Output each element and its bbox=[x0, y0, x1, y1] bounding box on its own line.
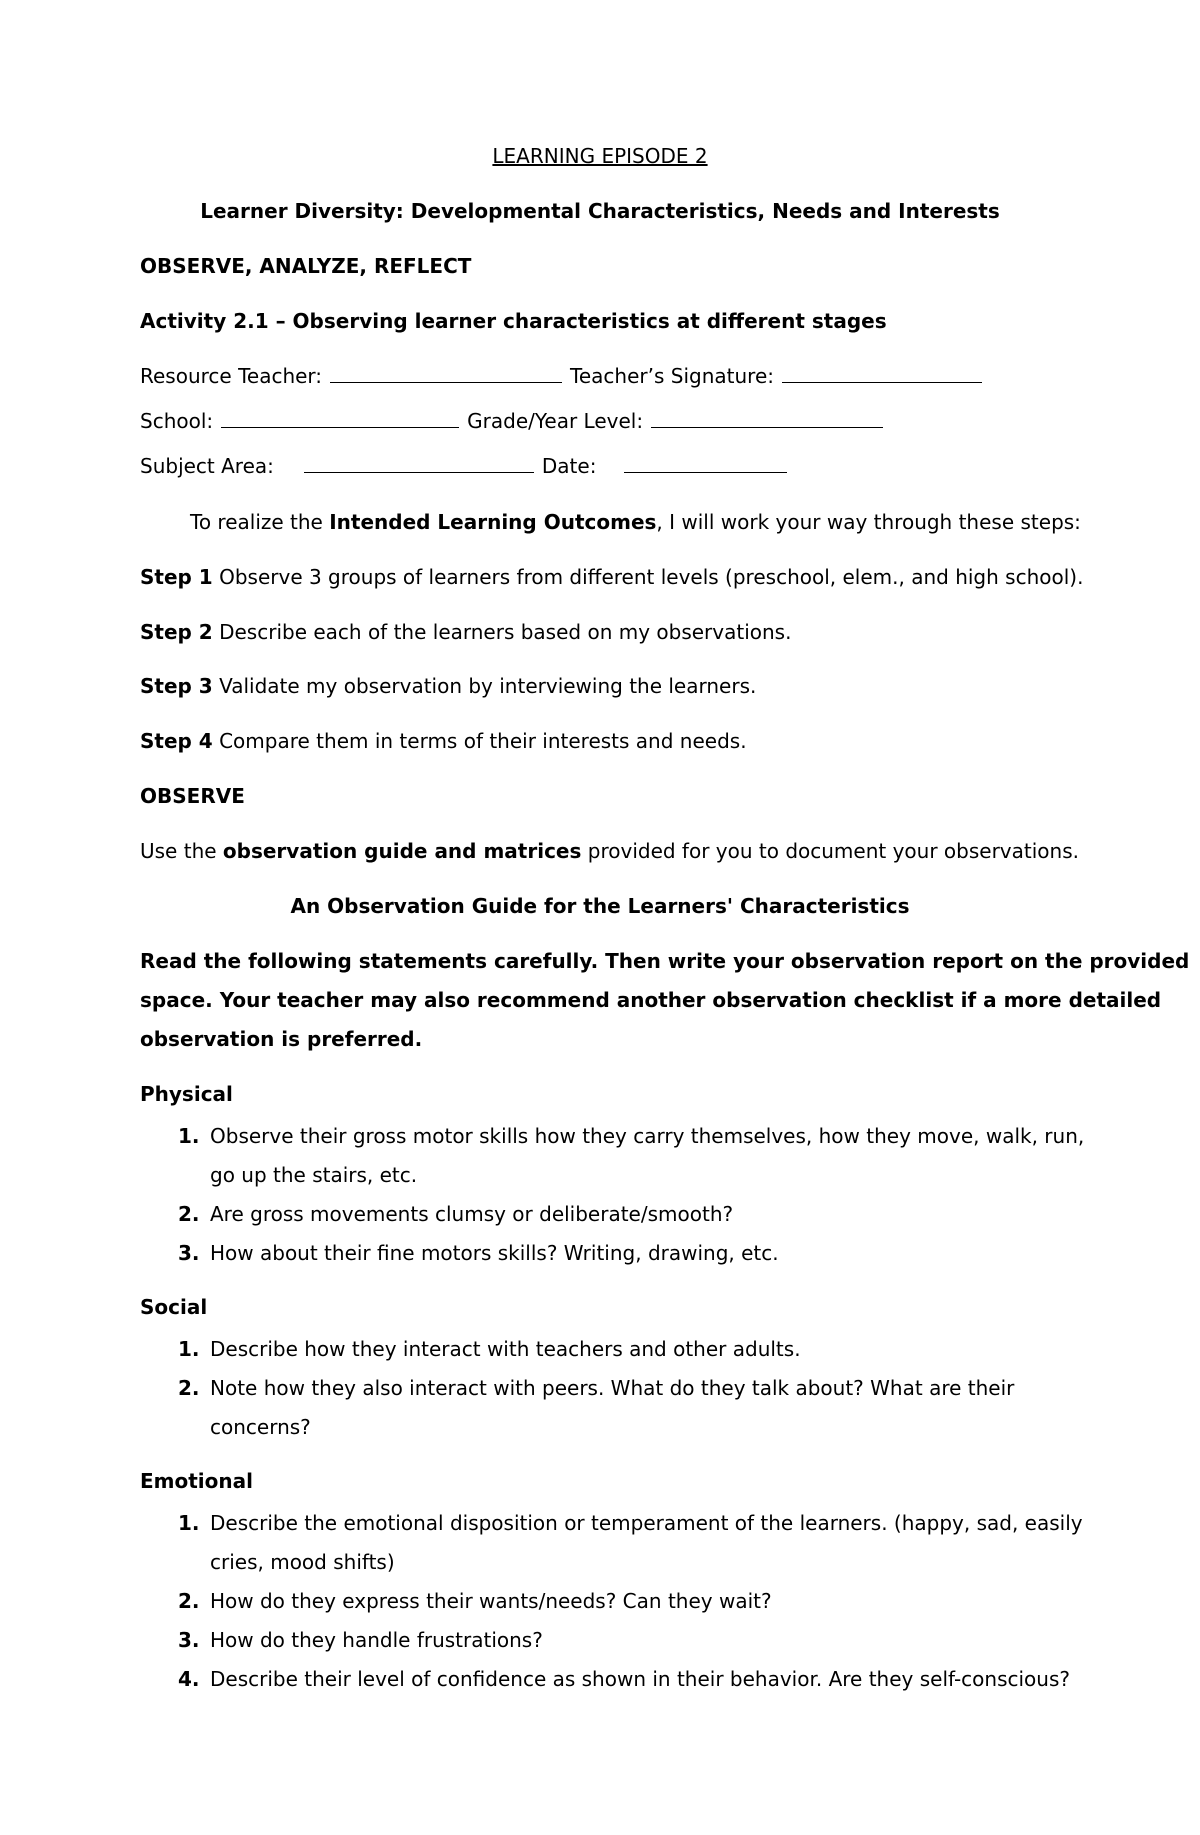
step-1: Step 1 Observe 3 groups of learners from different levels (preschool, elem., and high school). bbox=[140, 565, 1084, 589]
social-heading: Social bbox=[140, 1295, 208, 1319]
social-item-2-cont: concerns? bbox=[210, 1415, 311, 1439]
guide-instructions-line-3: observation is preferred. bbox=[140, 1027, 423, 1051]
step-3: Step 3 Validate my observation by interviewing the learners. bbox=[140, 674, 757, 698]
guide-instructions-line-2: space. Your teacher may also recommend another observation checklist if a more detailed bbox=[140, 988, 1162, 1012]
date-label: Date: bbox=[541, 454, 597, 478]
form-row-2 bbox=[140, 407, 891, 435]
guide-title: An Observation Guide for the Learners' Characteristics bbox=[290, 894, 910, 918]
physical-item-3: 3. How about their fine motors skills? Writing, drawing, etc. bbox=[178, 1241, 779, 1265]
intro-paragraph: To realize the Intended Learning Outcomes, I will work your way through these steps: bbox=[190, 510, 1081, 534]
school-line[interactable] bbox=[221, 409, 459, 428]
social-item-2: 2. Note how they also interact with peers. What do they talk about? What are their bbox=[178, 1376, 1015, 1400]
physical-heading: Physical bbox=[140, 1082, 233, 1106]
emotional-item-4: 4. Describe their level of confidence as shown in their behavior. Are they self-conscious? bbox=[178, 1667, 1070, 1691]
form-row-1 bbox=[140, 362, 990, 390]
grade-level-label: Grade/Year Level: bbox=[467, 409, 644, 433]
subject-area-line[interactable] bbox=[304, 454, 534, 473]
date-line[interactable] bbox=[624, 454, 787, 473]
teacher-signature-line[interactable] bbox=[782, 364, 982, 383]
grade-level-line[interactable] bbox=[651, 409, 883, 428]
social-item-1: 1. Describe how they interact with teachers and other adults. bbox=[178, 1337, 801, 1361]
form-row-3 bbox=[140, 452, 795, 480]
resource-teacher-label: Resource Teacher: bbox=[140, 364, 323, 388]
emotional-item-1: 1. Describe the emotional disposition or temperament of the learners. (happy, sad, easily bbox=[178, 1511, 1083, 1535]
episode-subtitle: Learner Diversity: Developmental Characteristics, Needs and Interests bbox=[200, 199, 1000, 223]
teacher-signature-label: Teacher’s Signature: bbox=[570, 364, 774, 388]
intended-learning-outcomes: Intended Learning Outcomes bbox=[329, 510, 657, 534]
emotional-item-1-cont: cries, mood shifts) bbox=[210, 1550, 395, 1574]
subject-area-label: Subject Area: bbox=[140, 454, 274, 478]
physical-item-1: 1. Observe their gross motor skills how they carry themselves, how they move, walk, run, bbox=[178, 1124, 1085, 1148]
section-heading: OBSERVE, ANALYZE, REFLECT bbox=[140, 254, 472, 278]
emotional-item-3: 3. How do they handle frustrations? bbox=[178, 1628, 543, 1652]
episode-title: LEARNING EPISODE 2 bbox=[492, 144, 708, 168]
step-2: Step 2 Describe each of the learners based on my observations. bbox=[140, 620, 792, 644]
guide-instructions-line-1: Read the following statements carefully. Then write your observation report on the provided bbox=[140, 949, 1190, 973]
step-4: Step 4 Compare them in terms of their interests and needs. bbox=[140, 729, 747, 753]
observe-heading: OBSERVE bbox=[140, 784, 245, 808]
physical-item-2: 2. Are gross movements clumsy or deliberate/smooth? bbox=[178, 1202, 734, 1226]
observe-paragraph: Use the observation guide and matrices provided for you to document your observations. bbox=[140, 839, 1079, 863]
emotional-item-2: 2. How do they express their wants/needs? Can they wait? bbox=[178, 1589, 772, 1613]
emotional-heading: Emotional bbox=[140, 1469, 253, 1493]
observation-guide-emphasis: observation guide and matrices bbox=[222, 839, 582, 863]
resource-teacher-line[interactable] bbox=[330, 364, 562, 383]
physical-item-1-cont: go up the stairs, etc. bbox=[210, 1163, 418, 1187]
activity-heading: Activity 2.1 – Observing learner characteristics at different stages bbox=[140, 309, 887, 333]
school-label: School: bbox=[140, 409, 214, 433]
